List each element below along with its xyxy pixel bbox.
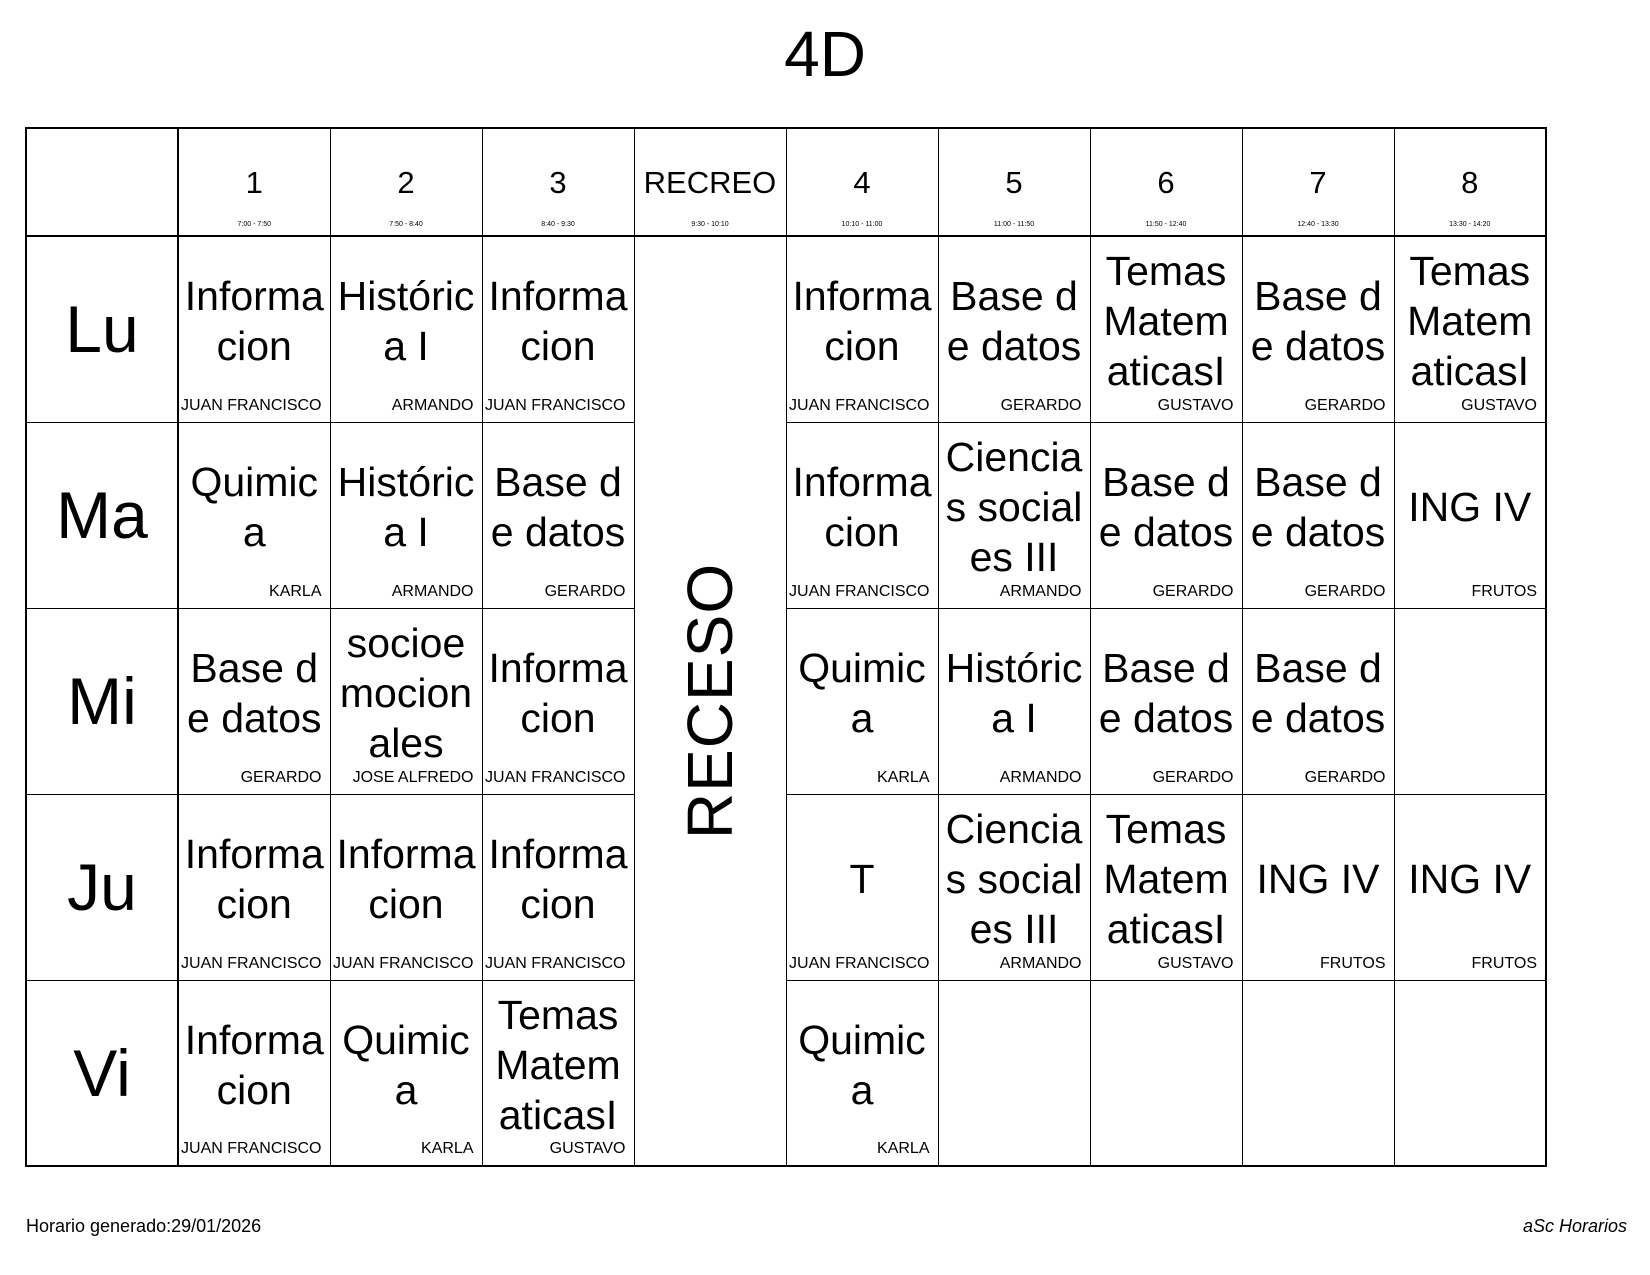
lesson-cell [330, 794, 482, 980]
teacher-name: JUAN FRANCISCO [789, 396, 930, 414]
lesson-cell [330, 422, 482, 608]
subject-name: Base de datos [946, 273, 1082, 370]
teacher-name: JUAN FRANCISCO [485, 396, 626, 414]
subject-name: ING IV [1408, 484, 1532, 530]
recess-cell [634, 236, 786, 1166]
period-header-7 [1090, 128, 1242, 236]
period-label: 6 [1157, 165, 1175, 200]
subject-name: Ciencias sociales III [945, 806, 1083, 952]
subject-name: Base de datos [1098, 645, 1234, 741]
subject-name: ING IV [1408, 856, 1532, 902]
period-label: 5 [1005, 165, 1023, 200]
period-label: 7 [1309, 165, 1327, 200]
subject-name [1395, 981, 1546, 1150]
teacher-name: KARLA [421, 1140, 474, 1157]
period-label: 4 [853, 165, 871, 200]
generated-date: Horario generado:29/01/2026 [26, 1216, 262, 1236]
period-header-8 [1242, 128, 1394, 236]
teacher-name: JUAN FRANCISCO [181, 954, 322, 972]
lesson-cell [1090, 236, 1242, 422]
day-row [26, 422, 1546, 608]
teacher-name: GERARDO [1304, 768, 1386, 786]
subject-name: Base de datos [187, 645, 322, 741]
subject-name: Base de datos [1098, 459, 1234, 555]
subject-name: Informacion [184, 1016, 324, 1113]
lesson-cell [330, 236, 482, 422]
day-row [26, 980, 1546, 1166]
lesson-cell [938, 422, 1090, 608]
lesson-cell [1394, 980, 1546, 1166]
period-label: RECREO [643, 165, 777, 200]
subject-name: Temas MatematicasI [495, 991, 621, 1138]
lesson-cell [1242, 980, 1394, 1166]
subject-name: Informacion [488, 831, 628, 927]
subject-name: T [849, 856, 875, 902]
subject-name: Ciencias sociales III [945, 434, 1083, 580]
period-header-2 [330, 128, 482, 236]
lesson-cell [938, 794, 1090, 980]
teacher-name: GERARDO [544, 582, 626, 600]
teacher-name: GERARDO [1000, 396, 1082, 414]
teacher-name: GERARDO [1152, 582, 1234, 600]
period-header-6 [938, 128, 1090, 236]
teacher-name: ARMANDO [999, 582, 1082, 600]
lesson-cell [1242, 422, 1394, 608]
subject-name: socioemocionales [339, 620, 473, 766]
period-label: 8 [1461, 165, 1479, 200]
subject-name: Base de datos [1250, 273, 1386, 370]
lesson-cell [178, 236, 330, 422]
subject-name: ING IV [1256, 856, 1380, 902]
lesson-cell [1090, 794, 1242, 980]
subject-name: Temas MatematicasI [1103, 248, 1229, 395]
lesson-cell [786, 980, 938, 1166]
subject-name: Histórica I [337, 459, 475, 555]
subject-name: Informacion [184, 273, 324, 370]
subject-name: Temas MatematicasI [1407, 248, 1533, 395]
period-time: 11:00 - 11:50 [993, 221, 1035, 228]
day-row [26, 236, 1546, 422]
teacher-name: JUAN FRANCISCO [485, 954, 626, 972]
teacher-name: JUAN FRANCISCO [181, 396, 322, 414]
teacher-name: JUAN FRANCISCO [485, 768, 626, 786]
period-label: 3 [549, 165, 567, 200]
lesson-cell [1242, 794, 1394, 980]
lesson-cell [938, 236, 1090, 422]
teacher-name: ARMANDO [391, 582, 474, 600]
timetable [25, 127, 1547, 1167]
lesson-cell [330, 608, 482, 794]
day-label: Lu [26, 236, 178, 422]
teacher-name: GUSTAVO [1157, 396, 1234, 414]
corner-cell [26, 128, 178, 236]
day-label: Vi [26, 980, 178, 1166]
brand-label: aSc Horarios [1522, 1216, 1627, 1236]
teacher-name: JUAN FRANCISCO [789, 582, 930, 600]
subject-name [1395, 609, 1546, 778]
teacher-name: KARLA [877, 768, 930, 786]
lesson-cell [1394, 608, 1546, 794]
lesson-cell [178, 422, 330, 608]
lesson-cell [1242, 236, 1394, 422]
teacher-name: ARMANDO [999, 768, 1082, 786]
teacher-name: JUAN FRANCISCO [789, 954, 930, 972]
period-header-row [26, 128, 1546, 236]
subject-name: Informacion [184, 831, 324, 927]
subject-name: Base de datos [1250, 459, 1386, 555]
lesson-cell [178, 980, 330, 1166]
teacher-name: GUSTAVO [1461, 396, 1537, 414]
period-header-9 [1394, 128, 1546, 236]
period-time: 9:30 - 10:10 [691, 221, 729, 228]
lesson-cell [786, 608, 938, 794]
lesson-cell [1242, 608, 1394, 794]
subject-name: Base de datos [1250, 645, 1386, 741]
period-header-1 [178, 128, 330, 236]
teacher-name: KARLA [269, 582, 322, 600]
subject-name: Base de datos [490, 459, 626, 555]
period-header-3 [482, 128, 634, 236]
lesson-cell [482, 422, 634, 608]
subject-name: Histórica I [945, 645, 1083, 741]
period-header-5 [786, 128, 938, 236]
day-row [26, 608, 1546, 794]
teacher-name: GERARDO [1304, 396, 1386, 414]
period-label: 2 [397, 165, 415, 200]
subject-name: Informacion [488, 273, 628, 370]
subject-name: Quimica [798, 1016, 926, 1113]
teacher-name: FRUTOS [1320, 954, 1386, 972]
period-time: 8:40 - 9:30 [541, 221, 575, 228]
period-time: 13:30 - 14:20 [1449, 221, 1491, 228]
subject-name: Informacion [792, 459, 932, 555]
lesson-cell [178, 608, 330, 794]
period-time: 7:50 - 8:40 [389, 221, 423, 228]
day-label: Mi [26, 608, 178, 794]
subject-name: Informacion [488, 645, 628, 741]
recess-label: RECESO [674, 562, 746, 840]
subject-name: Temas MatematicasI [1103, 806, 1229, 952]
teacher-name: GERARDO [240, 768, 322, 786]
teacher-name: GUSTAVO [1157, 954, 1234, 972]
lesson-cell [330, 980, 482, 1166]
subject-name: Informacion [336, 831, 476, 927]
teacher-name: JOSE ALFREDO [352, 768, 474, 786]
subject-name: Histórica I [337, 273, 475, 370]
teacher-name: JUAN FRANCISCO [333, 954, 474, 972]
lesson-cell [482, 608, 634, 794]
lesson-cell [482, 794, 634, 980]
lesson-cell [1394, 794, 1546, 980]
teacher-name: FRUTOS [1471, 954, 1537, 972]
period-time: 7:00 - 7:50 [237, 221, 271, 228]
teacher-name: JUAN FRANCISCO [181, 1140, 322, 1157]
day-row [26, 794, 1546, 980]
subject-name [1243, 981, 1394, 1150]
lesson-cell [482, 236, 634, 422]
lesson-cell [786, 794, 938, 980]
lesson-cell [786, 422, 938, 608]
lesson-cell [938, 608, 1090, 794]
page-title: 4D [784, 18, 866, 90]
subject-name: Quimica [798, 645, 926, 741]
lesson-cell [1090, 980, 1242, 1166]
lesson-cell [1090, 608, 1242, 794]
subject-name: Quimica [190, 459, 319, 555]
lesson-cell [482, 980, 634, 1166]
teacher-name: KARLA [877, 1140, 930, 1157]
subject-name [1091, 981, 1242, 1150]
lesson-cell [178, 794, 330, 980]
period-time: 10:10 - 11:00 [841, 221, 883, 228]
teacher-name: ARMANDO [999, 954, 1082, 972]
subject-name: Quimica [342, 1016, 470, 1113]
lesson-cell [1394, 422, 1546, 608]
day-label: Ju [26, 794, 178, 980]
day-label: Ma [26, 422, 178, 608]
period-header-4 [634, 128, 786, 236]
teacher-name: GUSTAVO [549, 1140, 626, 1157]
teacher-name: GERARDO [1304, 582, 1386, 600]
lesson-cell [1394, 236, 1546, 422]
lesson-cell [1090, 422, 1242, 608]
period-time: 11:50 - 12:40 [1145, 221, 1187, 228]
period-label: 1 [245, 165, 263, 200]
lesson-cell [938, 980, 1090, 1166]
period-time: 12:40 - 13:30 [1297, 221, 1339, 228]
teacher-name: FRUTOS [1471, 582, 1537, 600]
subject-name: Informacion [792, 273, 932, 370]
lesson-cell [786, 236, 938, 422]
teacher-name: ARMANDO [391, 396, 474, 414]
subject-name [939, 981, 1090, 1150]
teacher-name: GERARDO [1152, 768, 1234, 786]
